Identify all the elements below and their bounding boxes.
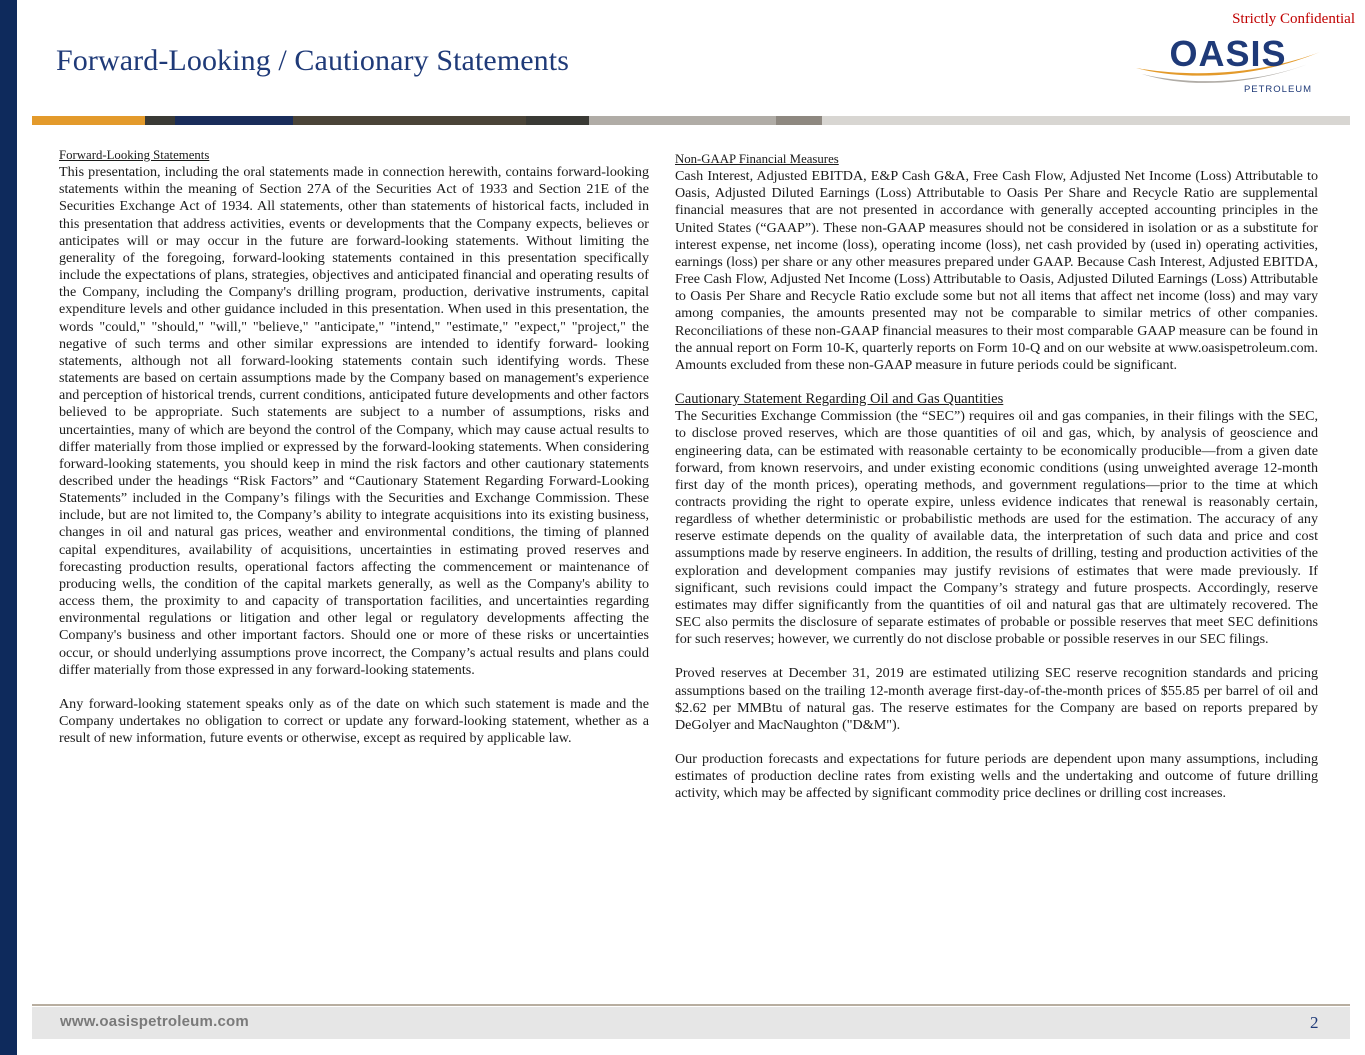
forward-looking-heading: Forward-Looking Statements — [59, 148, 210, 162]
proved-reserves-paragraph: Proved reserves at December 31, 2019 are estimated utilizing SEC reserve recognition standards and pricing assumptions based on the trailing 12-month average first-day-of-the-month prices of $55.85 per barrel of oil and $2.62 per MMBtu of natural gas. The reserve estimates for the Company are based on reports prepared by DeGolyer and MacNaughton ("D&M"). — [675, 665, 1318, 733]
forward-looking-paragraph: This presentation, including the oral statements made in connection herewith, contains forward-looking statements within the meaning of Section 27A of the Securities Act of 1933 and Section 21E of the Securities Exchange Act of 1934. All statements, other than statements of historical facts, included in this presentation that address activities, events or developments that the Company expects, believes or anticipates will or may occur in the future are forward-looking statements. Without limiting the generality of the foregoing, forward-looking statements contained in this presentation specifically include the expectations of plans, strategies, objectives and anticipated financial and operating results of the Company, including the Company's drilling program, production, derivative instruments, capital expenditure levels and other guidance included in this presentation. When used in this presentation, the words "could," "should," "will," "believe," "anticipate," "intend," "estimate," "expect," "project," the negative of such terms and other similar expressions are intended to identify forward- looking statements, although not all forward-looking statements contain such identifying words. These statements are based on certain assumptions made by the Company based on management's experience and perception of historical trends, current conditions, anticipated future developments and other factors believed to be appropriate. Such statements are subject to a number of assumptions, risks and uncertainties, many of which are beyond the control of the Company, which may cause actual results to differ materially from those implied or expressed by the forward-looking statements. When considering forward-looking statements, you should keep in mind the risk factors and other cautionary statements described under the headings “Risk Factors” and “Cautionary Statement Regarding Forward-Looking Statements” included in the Company’s filings with the Securities and Exchange Commission. These include, but are not limited to, the Company’s ability to integrate acquisitions into its existing business, changes in oil and natural gas prices, weather and environmental conditions, the timing of planned capital expenditures, availability of acquisitions, uncertainties in estimating proved reserves and forecasting production results, operational factors affecting the commencement or maintenance of producing wells, the condition of the capital markets generally, as well as the Company's ability to access them, the proximity to and capacity of transportation facilities, and uncertainties regarding environmental regulations or litigation and other legal or regulatory developments affecting the Company's business and other important factors. Should one or more of these risks or uncertainties occur, or should underlying assumptions prove incorrect, the Company’s actual results and plans could differ materially from those expressed in any forward-looking statements. — [59, 164, 649, 678]
non-gaap-heading: Non-GAAP Financial Measures — [675, 152, 839, 166]
footer-website-url: www.oasispetroleum.com — [60, 1013, 249, 1030]
oil-gas-quantities-heading: Cautionary Statement Regarding Oil and Gas Quantities — [675, 391, 1004, 408]
forward-looking-disclaimer-paragraph: Any forward-looking statement speaks only as of the date on which such statement is made and the Company undertakes no obligation to correct or update any forward-looking statement, whether as a result of new information, future events or otherwise, except as required by applicable law. — [59, 695, 649, 747]
production-forecasts-paragraph: Our production forecasts and expectations for future periods are dependent upon many assumptions, including estimates of production decline rates from existing wells and the undertaking and outcome of future drilling activity, which may be affected by significant commodity price declines or drilling cost increases. — [675, 751, 1318, 802]
oasis-petroleum-logo — [1132, 34, 1324, 100]
forward-looking-column — [59, 147, 649, 747]
non-gaap-column — [675, 151, 1318, 802]
non-gaap-paragraph: Cash Interest, Adjusted EBITDA, E&P Cash G&A, Free Cash Flow, Adjusted Net Income (Loss) Attributable to Oasis, Adjusted Diluted Earnings (Loss) Attributable to Oasis Per Share and Recycle Ratio are supplemental financial measures that are not presented in accordance with generally accepted accounting principles in the United States (“GAAP”). These non-GAAP measures should not be considered in isolation or as a substitute for interest expense, net income (loss), operating income (loss), net cash provided by (used in) operating activities, earnings (loss) per share or any other measures prepared under GAAP. Because Cash Interest, Adjusted EBITDA, Free Cash Flow, Adjusted Net Income (Loss) Attributable to Oasis, Adjusted Diluted Earnings (Loss) Attributable to Oasis Per Share and Recycle Ratio exclude some but not all items that affect net income (loss) and may vary among companies, the amounts presented may not be comparable to similar metrics of other companies. Reconciliations of these non-GAAP financial measures to their most comparable GAAP measure can be found in the annual report on Form 10-K, quarterly reports on Form 10-Q and on our website at www.oasispetroleum.com. Amounts excluded from these non-GAAP measure in future periods could be significant. — [675, 168, 1318, 373]
footer-divider — [32, 1004, 1350, 1006]
logo-wordmark: OASIS — [1169, 34, 1287, 74]
page-title: Forward-Looking / Cautionary Statements — [56, 44, 569, 77]
oil-gas-quantities-paragraph: The Securities Exchange Commission (the “SEC”) requires oil and gas companies, in their filings with the SEC, to disclose proved reserves, which are those quantities of oil and gas, which, by analysis of geoscience and engineering data, can be estimated with reasonable certainty to be economically producible—from a given date forward, from known reservoirs, and under existing economic conditions (using unweighted average 12-month first day of the month prices), operating methods, and government regulations—prior to the time at which contracts providing the right to operate expire, unless evidence indicates that renewal is reasonably certain, regardless of whether deterministic or probabilistic methods are used for the estimation. The accuracy of any reserve estimate depends on the quality of available data, the interpretation of such data and price and cost assumptions made by reserve engineers. In addition, the results of drilling, testing and production activities of the exploration and development companies may justify revisions of estimates that were made previously. If significant, such revisions could impact the Company’s strategy and future prospects. Accordingly, reserve estimates may differ significantly from the quantities of oil and natural gas that are ultimately recovered. The SEC also permits the disclosure of separate estimates of probable or possible reserves that meet SEC definitions for such reserves; however, we currently do not disclose probable or possible reserves in our SEC filings. — [675, 408, 1318, 648]
confidential-label: Strictly Confidential — [1232, 11, 1355, 27]
header-color-band — [32, 116, 1350, 125]
page-number: 2 — [1310, 1013, 1319, 1032]
logo-subtext: PETROLEUM — [1243, 84, 1313, 95]
left-accent-bar — [0, 0, 17, 1055]
